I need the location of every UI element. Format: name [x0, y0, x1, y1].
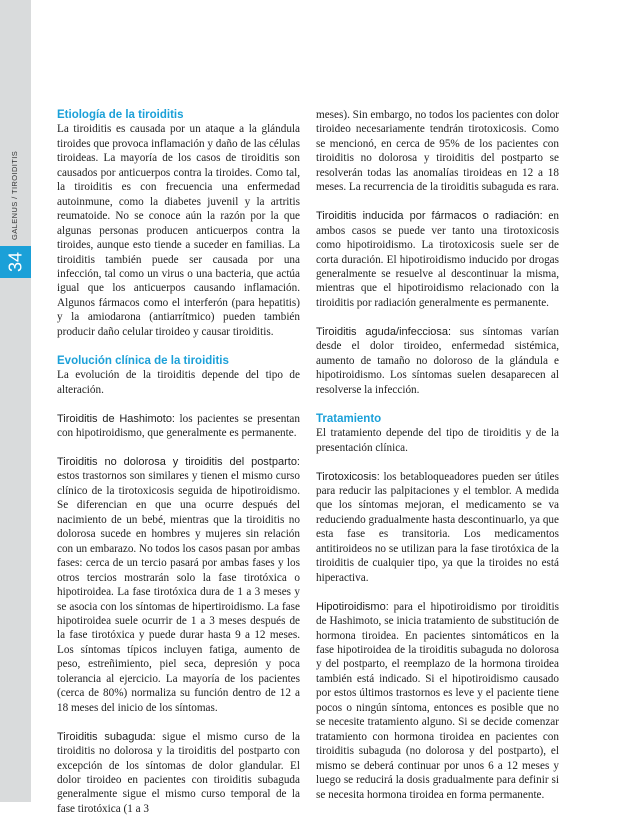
paragraph-hipotiroidismo — [316, 600, 559, 802]
lead-farmacos: Tiroiditis inducida por fármacos o radiación: — [316, 210, 543, 223]
lead-hashimoto: Tiroiditis de Hashimoto: — [57, 412, 175, 425]
text-hashimoto: los pacientes se presentan con hipotiroidismo, que generalmente es permanente. — [57, 412, 300, 440]
left-column — [57, 108, 300, 831]
paragraph-no-dolorosa — [57, 455, 300, 715]
text-aguda: sus síntomas varían desde el dolor tiroideo, enfermedad sistémica, aumento de tamaño no doloroso de la glándula e hipotiroidismo. Los síntomas suelen desaparecen al resolverse la infección. — [316, 325, 559, 396]
lead-aguda: Tiroiditis aguda/infecciosa: — [316, 325, 452, 338]
lead-no-dolorosa: Tiroiditis no dolorosa y tiroiditis del postparto: — [57, 456, 300, 469]
right-column — [316, 108, 559, 816]
text-farmacos: en ambos casos se puede ver tanto una tirotoxicosis como hipotiroidismo. La tirotoxicosis suele ser de corta duración. El hipotiroidismo inducido por drogas generalmente se resuelve al descontinuar la misma, mientras que el hipotiroidismo relacionado con la tiroiditis por radiación generalmente es permanente. — [316, 210, 559, 309]
paragraph-etiologia: La tiroiditis es causada por un ataque a la glándula tiroides que provoca inflamación y daño de las células tiroideas. La mayoría de los casos de tiroiditis son causados por anticuerpos contra la tiroides. Como tal, la tiroiditis es con frecuencia una enfermedad autoinmune, como la diabetes juvenil y la artritis reumatoide. No se conoce aún la razón por la que algunas personas producen anticuerpos contra la tiroides, aunque esto tiende a suceder en familias. La tiroiditis también puede ser causada por una infección, tal como un virus o una bacteria, que actúa igual que los anticuerpos causando inflamación. Algunos fármacos como el interferón (para hepatitis) y la amiodarona (antiarrítmico) pueden también producir daño celular tiroideo y causar tiroiditis. — [57, 123, 300, 338]
text-hipotiroidismo: para el hipotiroidismo por tiroiditis de Hashimoto, se inicia tratamiento de substitución de hormona tiroidea. En pacientes sintomáticos en la fase hipotiroidea de la tiroiditis subaguda no dolorosa y del postparto, el reemplazo de la hormona tiroidea también está indicado. Si el hipotiroidismo causado por estos últimos trastornos es leve y el paciente tiene pocos o ningún síntoma, entonces es posible que no se necesite tratamiento alguno. Si se decide comenzar tratamiento con hormona tiroidea en pacientes con tiroiditis subaguda (no dolorosa y del postparto), el mismo se deberá continuar por unos 6 a 12 meses y luego se reducirá la dosis gradualmente para definir si se necesita hormona tiroidea en forma permanente. — [316, 600, 559, 801]
text-tirotoxicosis: los betabloqueadores pueden ser útiles para reducir las palpitaciones y el temblor. A medida que los síntomas mejoran, el medicamento se va reduciendo gradualmente hasta descontinuarlo, ya que esta fase es transitoria. Los medicamentos antitiroideos no se utilizan para la fase tirotóxica de la tiroiditis de cualquier tipo, ya que la tiroides no está hiperactiva. — [316, 470, 559, 584]
heading-etiologia: Etiología de la tiroiditis — [57, 109, 184, 121]
heading-evolucion: Evolución clínica de la tiroiditis — [57, 354, 229, 367]
paragraph-aguda — [316, 325, 559, 397]
text-no-dolorosa: estos trastornos son similares y tienen el mismo curso clínico de la tirotoxicosis seguida de hipotiroidismo. Se diferencian en que una ocurre después del nacimiento de un bebé, mientras que la tiroiditis no dolorosa sucede en hombres y mujeres sin relación con un embarazo. No todos los casos pasan por ambas fases: cerca de un tercio pasará por ambas fases y los otros tercios mostrarán solo la fase tirotóxica o hipotiroidea. La fase tirotóxica dura de 1 a 3 meses y se asocia con los síntomas de hipertiroidismo. La fase hipotiroidea suele ocurrir de 1 a 3 meses después de la fase tirotóxica y puede durar hasta 9 a 12 meses. Los síntomas típicos incluyen fatiga, aumento de peso, estreñimiento, piel seca, depresión y poca tolerancia al ejercicio. La mayoría de los pacientes (cerca de 80%) normaliza su función dentro de 12 a 18 meses del inicio de los síntomas. — [57, 470, 300, 714]
paragraph-tirotoxicosis — [316, 470, 559, 586]
page-sidebar — [0, 0, 31, 802]
paragraph-subaguda — [57, 730, 300, 817]
paragraph-tratamiento: El tratamiento depende del tipo de tiroiditis y de la presentación clínica. — [316, 427, 559, 454]
text-subaguda: sigue el mismo curso de la tiroiditis no dolorosa y la tiroiditis del postparto con excepción de los síntomas de dolor glandular. El dolor tiroideo en pacientes con tiroiditis subaguda generalmente sigue el mismo curso temporal de la fase tirotóxica (1 a 3 — [57, 730, 301, 815]
lead-tirotoxicosis: Tirotoxicosis: — [316, 470, 380, 483]
running-head-text: GALENUS / TIROIDITIS — [10, 150, 19, 240]
paragraph-hashimoto — [57, 412, 300, 441]
paragraph-continuation: meses). Sin embargo, no todos los pacientes con dolor tiroideo necesariamente tendrán tirotoxicosis. Como se mencionó, en cerca de 95% de los pacientes con tiroiditis no dolorosa y tiroiditis del postparto se resolverán todas las anomalías tiroideas en 12 a 18 meses. La recurrencia de la tiroiditis subaguda es rara. — [316, 109, 559, 194]
lead-hipotiroidismo: Hipotiroidismo: — [316, 600, 389, 613]
lead-subaguda: Tiroiditis subaguda: — [57, 730, 156, 743]
page-number: 34 — [5, 251, 26, 273]
paragraph-evolucion: La evolución de la tiroiditis depende del tipo de alteración. — [57, 369, 300, 396]
paragraph-farmacos — [316, 209, 559, 310]
heading-tratamiento: Tratamiento — [316, 412, 382, 425]
